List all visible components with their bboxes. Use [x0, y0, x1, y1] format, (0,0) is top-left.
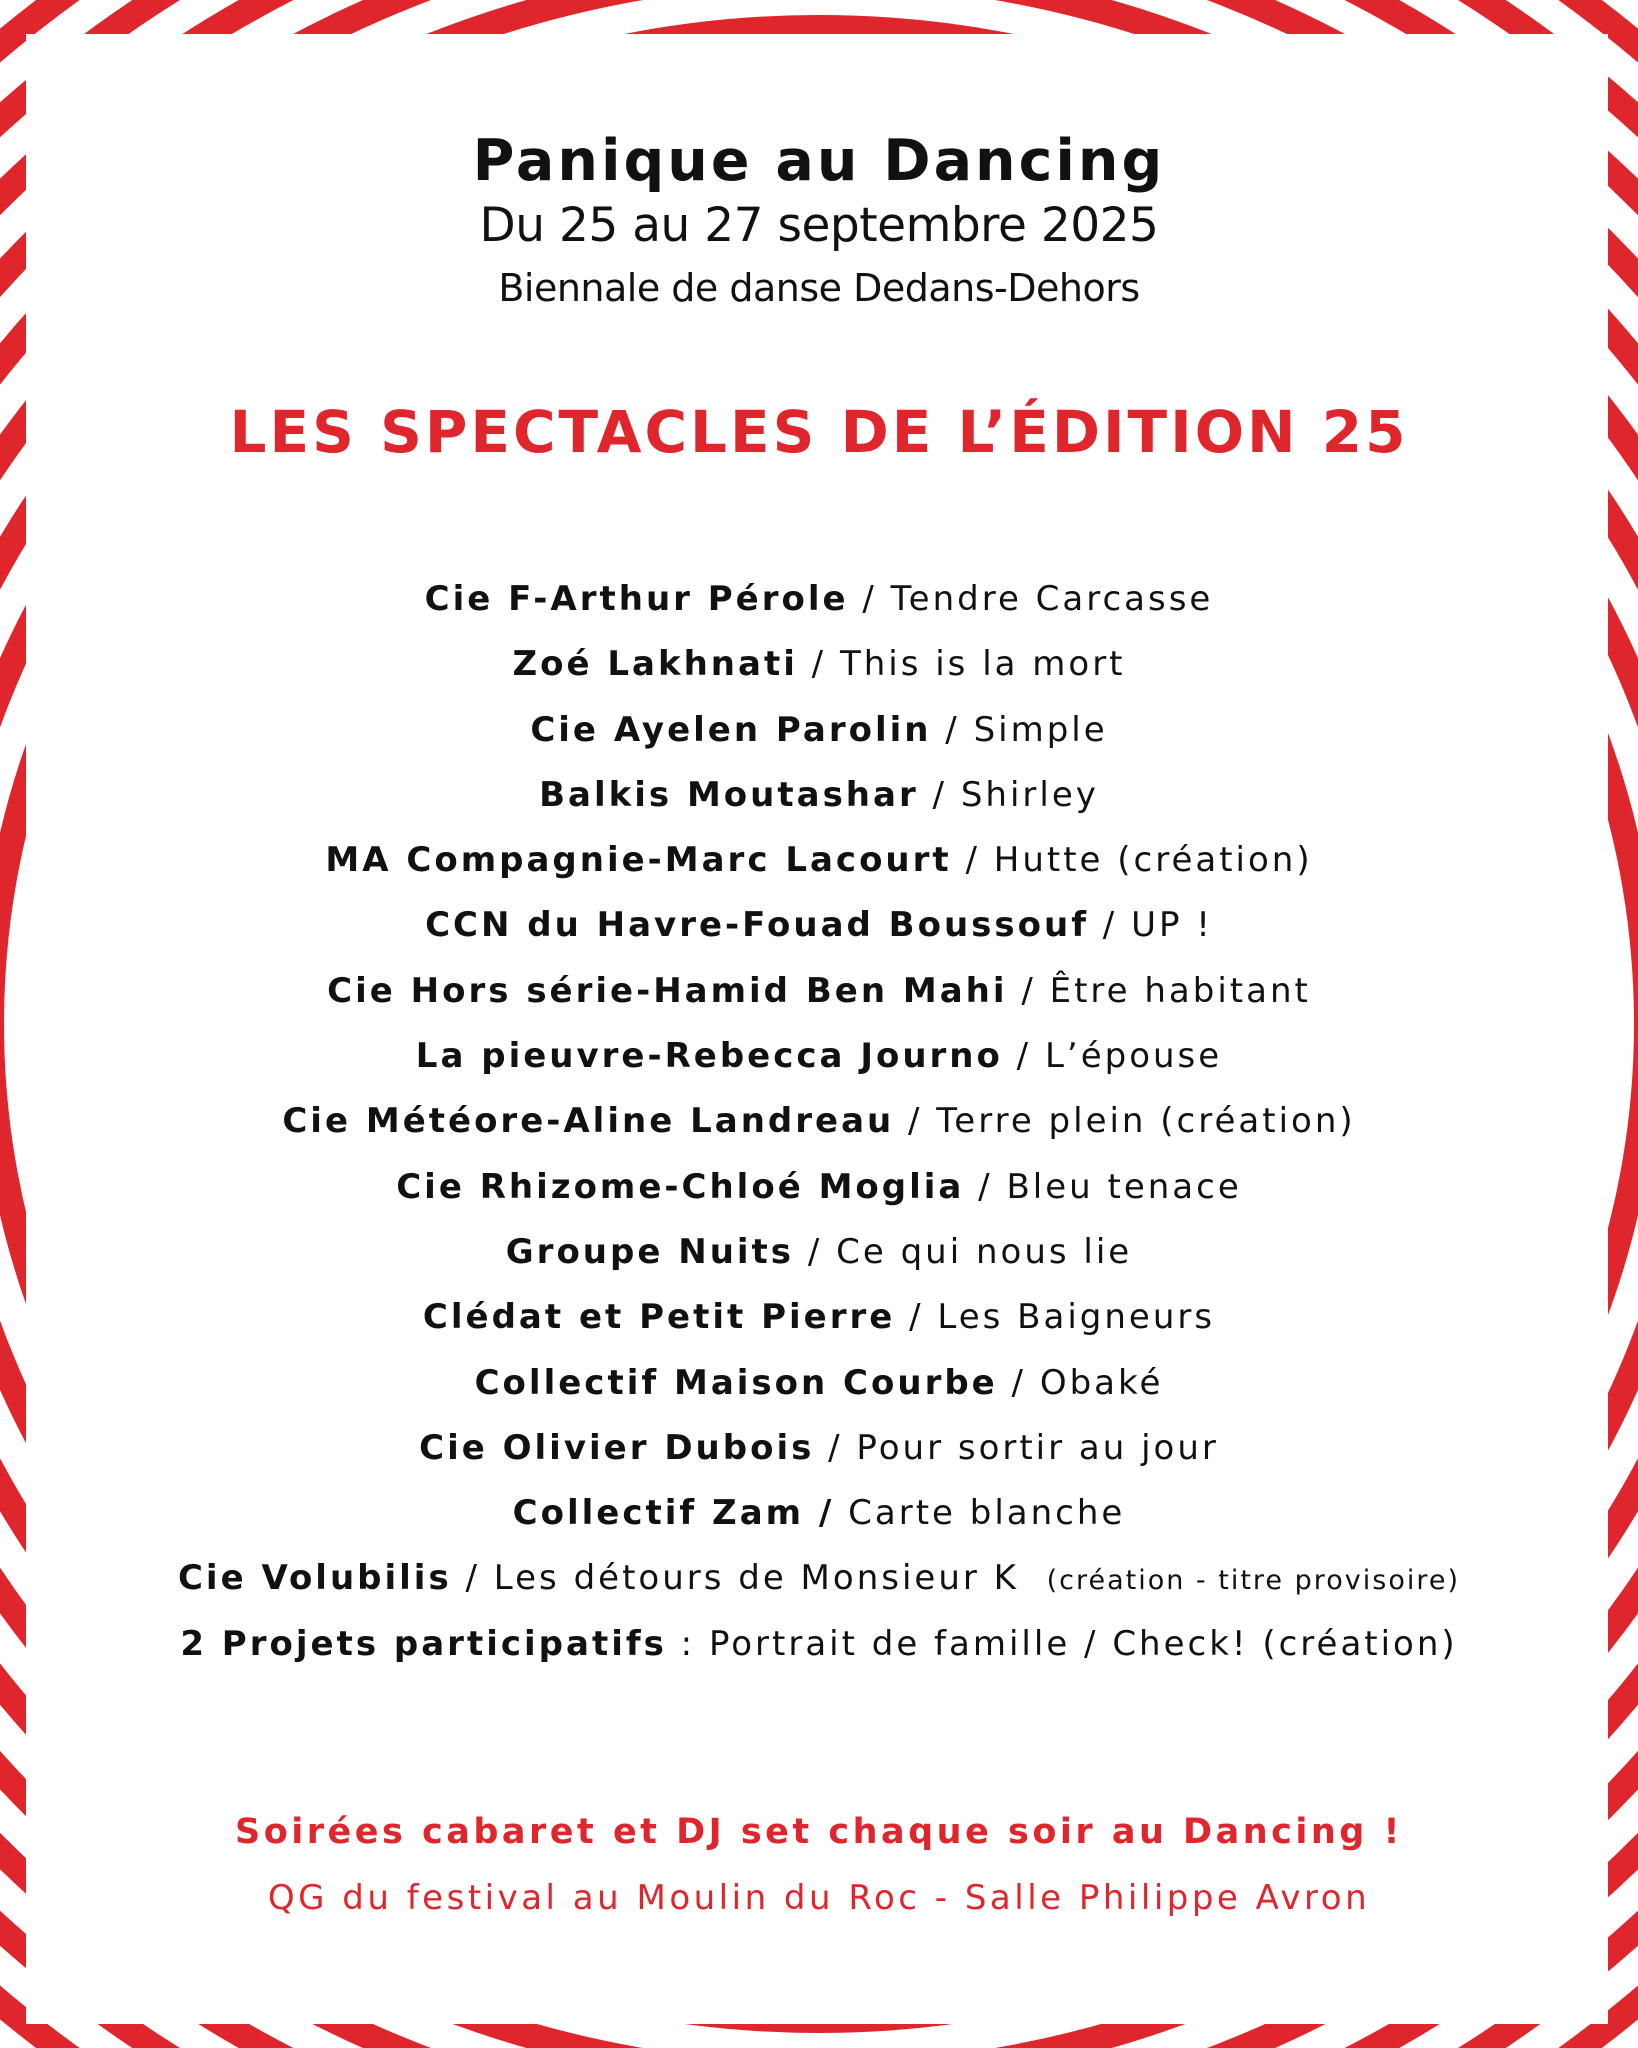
list-item	[0, 1359, 1638, 1424]
separator: /	[1007, 970, 1050, 1011]
company-name: Cie Volubilis	[177, 1558, 452, 1599]
separator: /	[895, 1297, 938, 1338]
company-name: Cie Hors série-Hamid Ben Mahi	[327, 970, 1008, 1011]
company-name: Groupe Nuits	[505, 1231, 795, 1272]
separator: /	[1089, 905, 1132, 946]
show-title: Tendre Carcasse	[890, 579, 1214, 619]
show-title: Être habitant	[1049, 970, 1311, 1011]
show-title: Portrait de famille / Check! (création)	[708, 1623, 1458, 1664]
show-title: This is la mort	[839, 644, 1126, 685]
festival-hq-notice: QG du festival au Moulin du Roc - Salle Philippe Avron	[267, 1878, 1371, 1918]
separator: /	[951, 840, 994, 881]
list-item	[0, 1097, 1638, 1162]
show-title: Bleu tenace	[1006, 1166, 1242, 1207]
separator: /	[814, 1427, 857, 1468]
separator: /	[1002, 1036, 1045, 1077]
company-name: Zoé Lakhnati	[512, 644, 798, 685]
separator	[834, 1493, 848, 1533]
show-title: Les détours de Monsieur K	[493, 1558, 1019, 1599]
separator: /	[964, 1166, 1007, 1207]
company-name: La pieuvre-Rebecca Journo	[415, 1036, 1003, 1077]
company-name: Collectif Zam /	[512, 1493, 835, 1534]
company-name: Cie Météore-Aline Landreau	[282, 1101, 895, 1142]
show-title: Obaké	[1039, 1362, 1164, 1403]
show-title: Carte blanche	[848, 1493, 1126, 1534]
separator: /	[451, 1558, 494, 1599]
company-name: MA Compagnie-Marc Lacourt	[325, 840, 952, 881]
list-item	[0, 836, 1638, 901]
list-item	[0, 1163, 1638, 1228]
company-name: Cie Rhizome-Chloé Moglia	[396, 1166, 965, 1207]
company-name: CCN du Havre-Fouad Boussouf	[425, 905, 1089, 946]
company-name: Cie Olivier Dubois	[419, 1427, 815, 1468]
list-item	[0, 640, 1638, 705]
list-item	[0, 901, 1638, 966]
list-item	[0, 1489, 1638, 1554]
separator: /	[848, 579, 891, 619]
list-item	[0, 575, 1638, 640]
list-item	[0, 1032, 1638, 1097]
company-name: Balkis Moutashar	[539, 774, 919, 815]
company-name: 2 Projets participatifs	[180, 1623, 667, 1664]
show-list	[0, 575, 1638, 1685]
list-item	[0, 771, 1638, 836]
cabaret-notice: Soirées cabaret et DJ set chaque soir au Dancing !	[234, 1812, 1404, 1852]
show-title: Pour sortir au jour	[856, 1427, 1219, 1468]
show-title: Ce qui nous lie	[836, 1231, 1133, 1272]
separator: /	[997, 1362, 1040, 1403]
separator: /	[794, 1231, 837, 1272]
separator: /	[894, 1101, 937, 1142]
separator: /	[797, 644, 840, 685]
list-item	[0, 706, 1638, 771]
festival-dates: Du 25 au 27 septembre 2025	[479, 198, 1159, 253]
list-item	[0, 1228, 1638, 1293]
show-title: Hutte (création)	[993, 840, 1313, 881]
list-item	[0, 967, 1638, 1032]
show-title: Simple	[973, 709, 1108, 750]
show-note: (création - titre provisoire)	[1046, 1565, 1461, 1597]
company-name: Cie F-Arthur Pérole	[424, 579, 849, 619]
festival-subtitle: Biennale de danse Dedans-Dehors	[498, 266, 1140, 310]
show-title: UP !	[1131, 905, 1213, 946]
separator: /	[931, 709, 974, 750]
company-name: Cie Ayelen Parolin	[530, 709, 932, 750]
show-title: Les Baigneurs	[937, 1297, 1216, 1338]
section-heading: LES SPECTACLES DE L’ÉDITION 25	[229, 398, 1409, 466]
company-name: Clédat et Petit Pierre	[422, 1297, 896, 1338]
separator: :	[666, 1623, 709, 1664]
list-item	[0, 1293, 1638, 1358]
list-item	[0, 1554, 1638, 1619]
list-item	[0, 1620, 1638, 1685]
festival-title: Panique au Dancing	[472, 128, 1166, 194]
show-title: Shirley	[960, 774, 1099, 815]
show-title: L’épouse	[1044, 1036, 1223, 1077]
company-name: Collectif Maison Courbe	[474, 1362, 998, 1403]
show-title: Terre plein (création)	[936, 1101, 1356, 1142]
list-item	[0, 1424, 1638, 1489]
separator: /	[918, 774, 961, 815]
